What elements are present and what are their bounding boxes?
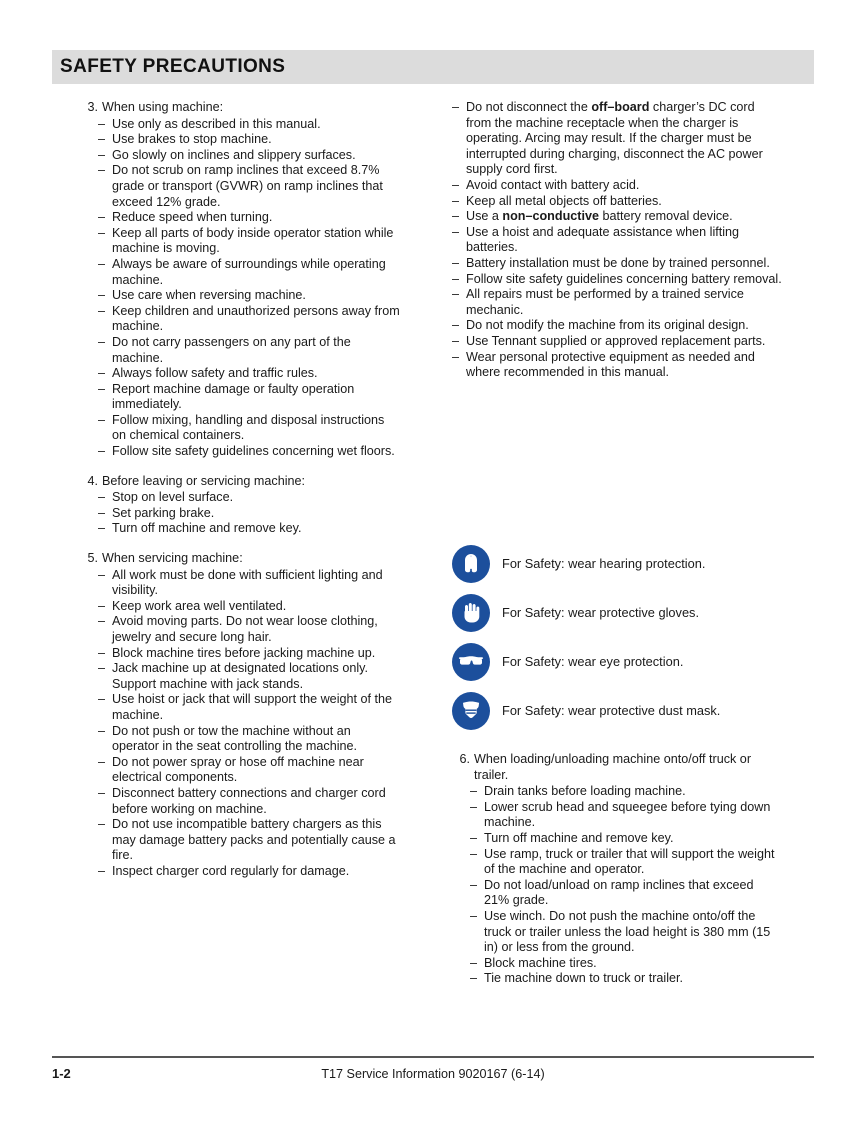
bullet-item <box>452 178 782 194</box>
bullet-item <box>452 318 782 334</box>
bullet-item: – Do not use incompatible battery chargers as this may damage battery packs and potentially cause a fire. <box>98 817 400 864</box>
bullet-item: – Do not scrub on ramp inclines that exceed 8.7% grade or transport (GVWR) on ramp inclines that exceed 12% grade. <box>98 163 400 210</box>
protective-gloves-icon <box>452 594 490 632</box>
bullet-item: – Tie machine down to truck or trailer. <box>470 971 782 987</box>
numbered-item <box>80 474 400 490</box>
bullet-item: – All work must be done with sufficient lighting and visibility. <box>98 568 400 599</box>
safety-notice-row <box>452 638 792 686</box>
footer-divider <box>52 1056 814 1058</box>
bullet-item: – Avoid moving parts. Do not wear loose clothing, jewelry and secure long hair. <box>98 614 400 645</box>
bullet-item: – Use brakes to stop machine. <box>98 132 400 148</box>
bullet-item: – Set parking brake. <box>98 506 400 522</box>
bullet-item: – Block machine tires. <box>470 956 782 972</box>
bullet-item: – Report machine damage or faulty operation immediately. <box>98 382 400 413</box>
safety-icon-list <box>452 540 792 736</box>
page-header-bar <box>52 50 814 84</box>
item-title: Before leaving or servicing machine: <box>102 473 306 488</box>
bullet-item: – Lower scrub head and squeegee before tying down machine. <box>470 800 782 831</box>
bullet-text: Do not modify the machine from its original design. <box>466 318 749 333</box>
right-lower-column <box>452 752 782 987</box>
emphasis-text: non–conductive <box>502 209 599 224</box>
bullet-text: Wear personal protective equipment as needed and where recommended in this manual. <box>466 349 755 380</box>
bullet-item: – Use ramp, truck or trailer that will support the weight of the machine and operator. <box>470 847 782 878</box>
page-footer <box>52 1062 814 1084</box>
hearing-protection-icon <box>452 545 490 583</box>
item-title: When servicing machine: <box>102 551 243 566</box>
bullet-item: – Follow site safety guidelines concerning wet floors. <box>98 444 400 460</box>
bullet-item: – Use care when reversing machine. <box>98 288 400 304</box>
bullet-item: – Always be aware of surroundings while operating machine. <box>98 257 400 288</box>
bullet-item: – Do not push or tow the machine without an operator in the seat controlling the machine. <box>98 724 400 755</box>
safety-notice-text: For Safety: wear protective dust mask. <box>502 703 721 718</box>
bullet-text: Battery installation must be done by trained personnel. <box>466 255 770 270</box>
protective-gloves-icon-glyph <box>452 594 490 632</box>
bullet-text: All repairs must be performed by a trained service mechanic. <box>466 287 744 317</box>
bullet-item: – Keep all parts of body inside operator station while machine is moving. <box>98 226 400 257</box>
right-bullet-list <box>452 100 782 381</box>
bullet-list <box>80 117 400 460</box>
safety-notice-text: For Safety: wear hearing protection. <box>502 556 706 571</box>
item-number: 4. <box>87 473 98 488</box>
bullet-item: – Do not carry passengers on any part of the machine. <box>98 335 400 366</box>
bullet-item: – Use only as described in this manual. <box>98 117 400 133</box>
bullet-list <box>452 784 782 987</box>
bullet-text: Use a hoist and adequate assistance when lifting batteries. <box>466 224 740 255</box>
bullet-item <box>452 194 782 210</box>
bullet-text: Avoid contact with battery acid. <box>466 177 640 192</box>
bullet-text: Use Tennant supplied or approved replacement parts. <box>466 333 766 348</box>
footer-page-number: 1-2 <box>52 1066 71 1081</box>
bullet-text: Keep all metal objects off batteries. <box>466 193 662 208</box>
numbered-item <box>80 100 400 116</box>
bullet-text: Use a <box>466 209 503 224</box>
safety-notice-text: For Safety: wear eye protection. <box>502 654 684 669</box>
bullet-item: – Go slowly on inclines and slippery surfaces. <box>98 148 400 164</box>
bullet-item: – Disconnect battery connections and charger cord before working on machine. <box>98 786 400 817</box>
item-number: 3. <box>87 100 98 114</box>
footer-document-info: T17 Service Information 9020167 (6-14) <box>321 1067 545 1081</box>
page-title: SAFETY PRECAUTIONS <box>60 56 286 77</box>
bullet-item: – Always follow safety and traffic rules. <box>98 366 400 382</box>
bullet-item: – Turn off machine and remove key. <box>470 831 782 847</box>
safety-notice-row <box>452 540 792 588</box>
item-number: 5. <box>87 551 98 566</box>
bullet-text: Follow site safety guidelines concerning battery removal. <box>466 271 782 286</box>
bullet-item: – Keep children and unauthorized persons away from machine. <box>98 304 400 335</box>
bullet-item <box>452 225 782 256</box>
emphasis-text: off–board <box>591 100 650 114</box>
bullet-text: charger’s DC cord from the machine receptacle when the charger is operating. Arcing may result. If the charger must be interrupted during charging, disconnect the AC power supply cord first. <box>466 100 763 177</box>
bullet-item: – Use hoist or jack that will support the weight of the machine. <box>98 692 400 723</box>
bullet-list <box>80 490 400 537</box>
safety-notice-row <box>452 687 792 735</box>
eye-protection-icon-glyph <box>452 643 490 681</box>
bullet-item: – Follow mixing, handling and disposal instructions on chemical containers. <box>98 413 400 444</box>
spacer <box>80 460 400 474</box>
dust-mask-icon-glyph <box>452 692 490 730</box>
bullet-item: – Turn off machine and remove key. <box>98 521 400 537</box>
dust-mask-icon <box>452 692 490 730</box>
item-title: When using machine: <box>102 100 224 114</box>
bullet-item: – Block machine tires before jacking machine up. <box>98 646 400 662</box>
bullet-list <box>80 568 400 880</box>
bullet-item <box>452 287 782 318</box>
numbered-item <box>452 752 782 783</box>
item-title: When loading/unloading machine onto/off truck or trailer. <box>474 752 752 782</box>
bullet-item: – Do not load/unload on ramp inclines that exceed 21% grade. <box>470 878 782 909</box>
bullet-item <box>452 209 782 225</box>
bullet-item: – Jack machine up at designated locations only. Support machine with jack stands. <box>98 661 400 692</box>
bullet-item: – Stop on level surface. <box>98 490 400 506</box>
bullet-item <box>452 272 782 288</box>
bullet-item: – Inspect charger cord regularly for damage. <box>98 864 400 880</box>
spacer <box>80 537 400 551</box>
bullet-item: – Reduce speed when turning. <box>98 210 400 226</box>
bullet-item: – Drain tanks before loading machine. <box>470 784 782 800</box>
safety-notice-text: For Safety: wear protective gloves. <box>502 605 700 620</box>
bullet-item <box>452 350 782 381</box>
hearing-protection-icon-glyph <box>452 545 490 583</box>
bullet-item: – Keep work area well ventilated. <box>98 599 400 615</box>
bullet-item <box>452 100 782 178</box>
bullet-item: – Do not power spray or hose off machine near electrical components. <box>98 755 400 786</box>
bullet-item: – Use winch. Do not push the machine onto/off the truck or trailer unless the load height is 380 mm (15 in) or less from the ground. <box>470 909 782 956</box>
item-number: 6. <box>459 752 470 766</box>
bullet-item <box>452 256 782 272</box>
bullet-item <box>452 334 782 350</box>
bullet-text: Do not disconnect the <box>466 100 592 114</box>
eye-protection-icon <box>452 643 490 681</box>
left-column <box>80 100 400 880</box>
bullet-text: battery removal device. <box>598 209 733 224</box>
right-column <box>452 100 782 381</box>
numbered-item <box>80 551 400 567</box>
safety-notice-row <box>452 589 792 637</box>
